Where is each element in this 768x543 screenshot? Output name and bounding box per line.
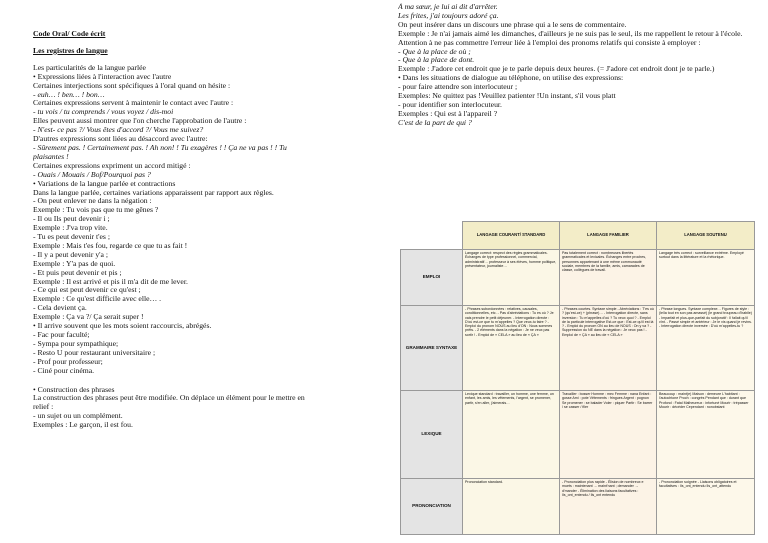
text-line: - N'est- ce pas ?/ Vous êtes d'accord ?/ Vous me suivez? bbox=[33, 126, 204, 135]
text-line: - Resto U pour restaurant universitaire ; bbox=[33, 348, 156, 357]
text-line: - Sûrement pas. ! Certainement pas. ! Ah non! ! Tu exagères ! ! Ça ne va pas ! ! Tu bbox=[33, 143, 287, 152]
table-cell: - Prononciation soignée - Liaisons obligatoires et facultatives : Ils_ont_entendu Ils_ont_attendu bbox=[657, 479, 755, 535]
table-cell: - Phrase longues. Syntaxe complexe. - Figures de style : (le/la tout en son pas amassé) (le grand troupeau d'habile) - Imparfait et plus-que-parfait du subjonctif : Il fallait qu'il vînt. - Passé simple et antérieur : Je le vis quand je revins. - Interrogation directe inversée : D'où m'appelles-tu ? bbox=[657, 306, 755, 391]
table-row bbox=[401, 391, 755, 479]
text-line: Exemple : Il est arrivé et pis il m'a dit de me lever. bbox=[33, 277, 188, 286]
text-line: - pour faire attendre son interlocuteur ; bbox=[398, 83, 518, 92]
right-column bbox=[398, 3, 753, 128]
text-line: - Prof pour professeur; bbox=[33, 357, 103, 366]
text-line: relief : bbox=[33, 403, 54, 412]
table-corner bbox=[401, 222, 463, 250]
text-line: C'est de la part de qui ? bbox=[398, 118, 472, 127]
text-line: • Il arrive souvent que les mots soient raccourcis, abrégés. bbox=[33, 322, 212, 331]
table-cell: - Prononciation plus rapide - Élision de nombreux e muets : maintenant → maint'nant ; demander → d'mander - Élimination des liaisons facultatives : Ils_ont_entendu / Ils_ont entendu bbox=[560, 479, 657, 535]
text-line: Exemples: Ne quittez pas !Veuillez patienter !Un instant, s'il vous platt bbox=[398, 92, 616, 101]
table-row bbox=[401, 479, 755, 535]
row-header: PRONONCIATION bbox=[401, 479, 463, 535]
text-line: Les frites, j'ai toujours adoré ça. bbox=[398, 11, 499, 20]
text-line: Elles peuvent aussi montrer que l'on cherche l'approbation de l'autre : bbox=[33, 117, 247, 126]
text-line: Exemple : Ce qu'est difficile avec elle… . bbox=[33, 295, 162, 304]
document-title: Code Oral/ Code écrit bbox=[33, 30, 106, 38]
text-line: - un sujet ou un complément. bbox=[33, 412, 123, 421]
text-line: - On peut enlever ne dans la négation : bbox=[33, 197, 152, 206]
text-line: • Variations de la langue parlée et contractions bbox=[33, 179, 176, 188]
table-header-row bbox=[401, 222, 755, 250]
text-line: Exemple : Ça va ?/ Ça serait super ! bbox=[33, 313, 144, 322]
column-header: LANGAGE FAMILIER bbox=[560, 222, 657, 250]
text-line: Dans la langue parlée, certaines variations apparaissent par rapport aux règles. bbox=[33, 188, 274, 197]
left-column bbox=[33, 30, 383, 430]
table-cell: Prononciation standard. bbox=[463, 479, 560, 535]
text-line: - Il ou Ils peut devenir i ; bbox=[33, 215, 110, 224]
table-cell: Lexique standard : travailler, un homme, une femme, un enfant, les amis, les vêtements, l'argent, se promener, partir, s'en aller, j'aimerais… bbox=[463, 391, 560, 479]
text-line: La construction des phrases peut être modifiée. On déplace un élément pour le mettre en bbox=[33, 394, 305, 403]
row-header: GRAMMAIRE SYNTAXE bbox=[401, 306, 463, 391]
text-line: Exemple : J'va trop vite. bbox=[33, 224, 108, 233]
text-line: Exemples : Qui est à l'appareil ? bbox=[398, 109, 498, 118]
table-row bbox=[401, 250, 755, 306]
text-line: • Dans les situations de dialogue au téléphone, on utilise des expressions: bbox=[398, 74, 624, 83]
text-line: D'autres expressions sont liées au désaccord avec l'autre: bbox=[33, 135, 208, 144]
text-line: • Construction des phrases bbox=[33, 385, 115, 394]
table-cell: Beaucoup : maint(e) Maison : demeure L'habitant : l'autochtone Proch : congrès Pendant que : durant que Profond : Fatal Malheureux : infortuné Mourir : trépasser Mourir : décéder Cependant : nonobstant bbox=[657, 391, 755, 479]
text-line: - Sympa pour sympathique; bbox=[33, 339, 119, 348]
text-line: - Que à la place de où ; bbox=[398, 47, 471, 56]
text-line: Attention à ne pas commettre l'erreur liée à l'emploi des pronoms relatifs qui consiste à employer : bbox=[398, 38, 701, 47]
text-line: Exemple : Tu vois pas que tu me gênes ? bbox=[33, 206, 159, 215]
row-header: EMPLOI bbox=[401, 250, 463, 306]
table-cell: - Phrases courtes. Syntaxe simple - Abréviations : T'es où ? (qu'est-ce) + (phrase)… - Interrogation directe, sans inversion : Tu m'appelles d'où ? Tu veux quoi ? - Emploi de la particule interrogative Est-ce que : Est-ce qu'il est là ? - Emploi du pronom ON au lieu de NOUS : On y va ? - Suppression du NE dans la négation : Je veux pas ! - Emploi de « ÇA » au lieu de « CELA » bbox=[560, 306, 657, 391]
text-line: Exemple : Mais t'es fou, regarde ce que tu as fait ! bbox=[33, 241, 188, 250]
text-line: - Fac pour faculté; bbox=[33, 331, 90, 339]
text-line: Exemples : Le garçon, il est fou. bbox=[33, 421, 133, 430]
row-header: LEXIQUE bbox=[401, 391, 463, 479]
table-row bbox=[401, 306, 755, 391]
text-line: - Cela devient ça. bbox=[33, 304, 87, 313]
text-line: - Ouais / Mouais / Bof/Pourquoi pas ? bbox=[33, 170, 151, 179]
table-cell: - Phrases subordonnées : relatives, causales, conditionnelles, etc. - Pas d'abréviations : Tu es où ? Je vais prendre le petit déjeuner. - Interrogation directe : D'où est-ce que tu m'appelles ? Que veux-tu faire ? - Emploi du pronom NOUS au lieu d'ON : Nous sommes prêts. - 2 éléments dans la négation : Je ne veux pas sortir ! - Emploi de « CELA » au lieu de « ÇA » bbox=[463, 306, 560, 391]
table-cell: Travailler : bosser Homme : mec Femme : nana Enfant : gosse Ami : pote Vêtements : fringues Argent : pognon Se promener : se balader Voler : piquer Partir : Se barrer / se casser / filer bbox=[560, 391, 657, 479]
text-line: Certaines interjections sont spécifiques à l'oral quand on hésite : bbox=[33, 81, 231, 90]
table-cell: Langage correct: respect des règles grammaticales. Échanges de type professionnel, commercial, administratif… professeur à ses élèves, homme politique, présentateur, journaliste… bbox=[463, 250, 560, 306]
registres-table bbox=[400, 221, 755, 535]
text-line: - Que à la place de dont. bbox=[398, 56, 475, 65]
text-line: - Ce qui est peut devenir ce qu'est ; bbox=[33, 286, 141, 295]
text-line: Certaines expressions expriment un accord mitigé : bbox=[33, 161, 191, 170]
text-line: - Ciné pour cinéma. bbox=[33, 366, 95, 375]
section-heading: Les registres de langue bbox=[33, 46, 108, 55]
text-line: Les particularités de la langue parlée bbox=[33, 63, 146, 72]
text-line: À ma sœur, je lui ai dit d'arrêter. bbox=[398, 3, 498, 11]
table-cell: Pas totalement correct : nombreuses libertés grammaticales et lexicales. Échanges entre proches, personnes appartenant à une même communauté sociale, membres de la famille, amis, camarades de classe, collègues de travail. bbox=[560, 250, 657, 306]
text-line: - tu vois / tu comprends / vous voyez / dis-moi bbox=[33, 108, 174, 117]
text-line: Exemple : Je n'ai jamais aimé les dimanches, d'ailleurs je ne suis pas le seul, ils me rappellent le retour à l'école. bbox=[398, 29, 743, 38]
text-line: - euh… ! ben… ! bon… bbox=[33, 90, 105, 99]
text-line: • Expressions liées à l'interaction avec l'autre bbox=[33, 72, 172, 81]
column-header: LANGAGE SOUTENU bbox=[657, 222, 755, 250]
column-header: LANGAGE COURANT/ STANDARD bbox=[463, 222, 560, 250]
text-line: Exemple : Y'a pas de quoi. bbox=[33, 259, 116, 268]
text-line: Certaines expressions servent à maintenir le contact avec l'autre : bbox=[33, 99, 234, 108]
text-line: Exemple : J'adore cet endroit que je te parle depuis deux heures. (= J'adore cet endroit dont je te parle.) bbox=[398, 65, 715, 74]
text-line: On peut insérer dans un discours une phrase qui a le sens de commentaire. bbox=[398, 20, 627, 29]
table-cell: Langage très correct : surveillance extrême. Employé surtout dans la littérature et la rhétorique. bbox=[657, 250, 755, 306]
text-line: - pour identifier son interlocuteur. bbox=[398, 100, 502, 109]
text-line: plaisantes ! bbox=[33, 152, 69, 161]
text-line: - Il y a peut devenir y'a ; bbox=[33, 250, 109, 259]
text-line: - Tu es peut devenir t'es ; bbox=[33, 233, 110, 242]
text-line: - Et puis peut devenir et pis ; bbox=[33, 268, 122, 277]
